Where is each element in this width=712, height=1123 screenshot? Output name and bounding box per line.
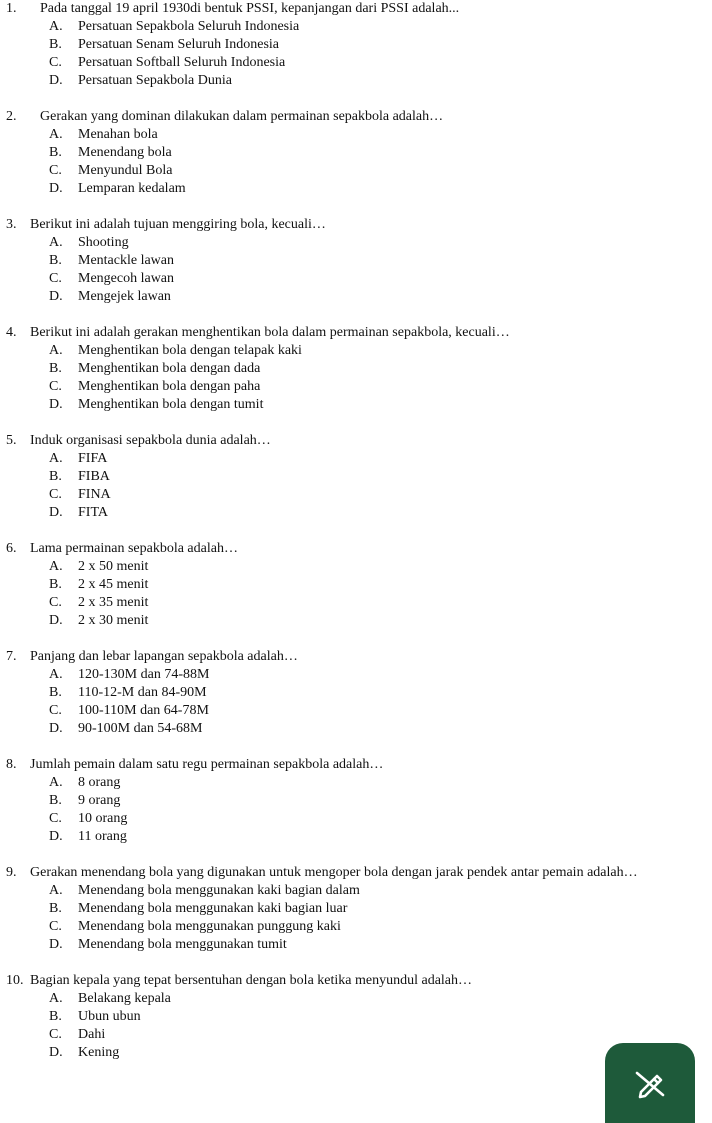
option-text: FIBA	[78, 469, 110, 484]
option-text: Ubun ubun	[78, 1009, 141, 1024]
question-9	[0, 864, 712, 954]
option-d[interactable]	[0, 396, 712, 414]
option-text: Menendang bola menggunakan tumit	[78, 937, 287, 952]
question-stem	[0, 108, 712, 126]
option-letter: C.	[49, 811, 62, 826]
option-letter: D.	[49, 181, 63, 196]
option-letter: B.	[49, 685, 62, 700]
option-letter: C.	[49, 271, 62, 286]
option-text: Menyundul Bola	[78, 163, 173, 178]
option-text: 9 orang	[78, 793, 121, 808]
option-text: Dahi	[78, 1027, 106, 1042]
question-number: 2.	[6, 109, 17, 124]
option-a[interactable]	[0, 18, 712, 36]
option-letter: D.	[49, 721, 63, 736]
option-c[interactable]	[0, 918, 712, 936]
option-d[interactable]	[0, 828, 712, 846]
option-letter: A.	[49, 451, 63, 466]
option-letter: C.	[49, 379, 62, 394]
option-b[interactable]	[0, 576, 712, 594]
question-5	[0, 432, 712, 522]
question-1	[0, 0, 712, 90]
question-number: 1.	[6, 1, 17, 16]
question-8	[0, 756, 712, 846]
option-list	[0, 450, 712, 522]
option-list	[0, 882, 712, 954]
option-b[interactable]	[0, 1008, 712, 1026]
option-c[interactable]	[0, 378, 712, 396]
option-text: Persatuan Sepakbola Dunia	[78, 73, 232, 88]
option-d[interactable]	[0, 180, 712, 198]
option-text: Menghentikan bola dengan paha	[78, 379, 261, 394]
option-letter: A.	[49, 343, 63, 358]
question-2	[0, 108, 712, 198]
option-letter: C.	[49, 163, 62, 178]
option-letter: D.	[49, 1045, 63, 1060]
option-letter: B.	[49, 793, 62, 808]
option-a[interactable]	[0, 774, 712, 792]
option-text: Mengejek lawan	[78, 289, 171, 304]
question-stem	[0, 0, 712, 18]
option-text: FITA	[78, 505, 108, 520]
question-stem	[0, 864, 712, 882]
option-a[interactable]	[0, 234, 712, 252]
question-7	[0, 648, 712, 738]
option-a[interactable]	[0, 666, 712, 684]
question-stem	[0, 216, 712, 234]
option-text: Mengecoh lawan	[78, 271, 175, 286]
option-text: Menendang bola menggunakan punggung kaki	[78, 919, 341, 934]
option-letter: C.	[49, 595, 62, 610]
option-b[interactable]	[0, 252, 712, 270]
option-letter: A.	[49, 559, 63, 574]
question-number: 3.	[6, 217, 17, 232]
pencil-slash-icon	[632, 1065, 668, 1101]
option-text: 90-100M dan 54-68M	[78, 721, 203, 736]
option-letter: B.	[49, 901, 62, 916]
option-c[interactable]	[0, 54, 712, 72]
option-text: Persatuan Softball Seluruh Indonesia	[78, 55, 286, 70]
option-c[interactable]	[0, 594, 712, 612]
option-d[interactable]	[0, 72, 712, 90]
option-text: Lemparan kedalam	[78, 181, 186, 196]
option-letter: A.	[49, 991, 63, 1006]
option-text: 110-12-M dan 84-90M	[78, 685, 207, 700]
question-number: 4.	[6, 325, 17, 340]
option-d[interactable]	[0, 936, 712, 954]
option-letter: A.	[49, 127, 63, 142]
question-text: Jumlah pemain dalam satu regu permainan sepakbola adalah…	[30, 757, 384, 772]
question-10	[0, 972, 712, 1062]
option-text: FIFA	[78, 451, 108, 466]
option-b[interactable]	[0, 360, 712, 378]
question-number: 9.	[6, 865, 17, 880]
option-text: 2 x 35 menit	[78, 595, 149, 610]
question-text: Lama permainan sepakbola adalah…	[30, 541, 238, 556]
question-text: Berikut ini adalah gerakan menghentikan bola dalam permainan sepakbola, kecuali…	[30, 325, 510, 340]
option-c[interactable]	[0, 486, 712, 504]
option-text: Shooting	[78, 235, 129, 250]
option-text: Persatuan Sepakbola Seluruh Indonesia	[78, 19, 300, 34]
option-text: Menghentikan bola dengan telapak kaki	[78, 343, 302, 358]
option-letter: D.	[49, 289, 63, 304]
option-a[interactable]	[0, 450, 712, 468]
option-letter: D.	[49, 937, 63, 952]
option-text: 10 orang	[78, 811, 128, 826]
option-a[interactable]	[0, 882, 712, 900]
option-list	[0, 990, 712, 1062]
option-letter: C.	[49, 703, 62, 718]
option-letter: B.	[49, 37, 62, 52]
option-text: Persatuan Senam Seluruh Indonesia	[78, 37, 280, 52]
option-text: 2 x 45 menit	[78, 577, 149, 592]
question-3	[0, 216, 712, 306]
question-stem	[0, 324, 712, 342]
question-text: Gerakan yang dominan dilakukan dalam permainan sepakbola adalah…	[40, 109, 444, 124]
option-b[interactable]	[0, 792, 712, 810]
option-letter: B.	[49, 253, 62, 268]
option-d[interactable]	[0, 288, 712, 306]
option-list	[0, 558, 712, 630]
option-text: Mentackle lawan	[78, 253, 175, 268]
option-d[interactable]	[0, 612, 712, 630]
option-letter: C.	[49, 919, 62, 934]
option-b[interactable]	[0, 684, 712, 702]
question-text: Bagian kepala yang tepat bersentuhan dengan bola ketika menyundul adalah…	[30, 973, 473, 988]
option-text: 100-110M dan 64-78M	[78, 703, 209, 718]
option-letter: A.	[49, 667, 63, 682]
option-text: FINA	[78, 487, 111, 502]
option-c[interactable]	[0, 1026, 712, 1044]
option-text: Menendang bola menggunakan kaki bagian dalam	[78, 883, 360, 898]
question-stem	[0, 432, 712, 450]
question-text: Berikut ini adalah tujuan menggiring bola, kecuali…	[30, 217, 326, 232]
option-c[interactable]	[0, 162, 712, 180]
option-text: Menghentikan bola dengan dada	[78, 361, 261, 376]
option-list	[0, 18, 712, 90]
option-c[interactable]	[0, 810, 712, 828]
option-letter: B.	[49, 361, 62, 376]
question-number: 6.	[6, 541, 17, 556]
option-a[interactable]	[0, 342, 712, 360]
option-letter: D.	[49, 829, 63, 844]
question-4	[0, 324, 712, 414]
option-c[interactable]	[0, 270, 712, 288]
option-b[interactable]	[0, 144, 712, 162]
option-text: 11 orang	[78, 829, 127, 844]
question-stem	[0, 972, 712, 990]
question-number: 8.	[6, 757, 17, 772]
question-number: 10.	[6, 973, 24, 988]
edit-fab-button[interactable]	[605, 1043, 695, 1123]
option-list	[0, 774, 712, 846]
question-number: 7.	[6, 649, 17, 664]
option-text: Menendang bola	[78, 145, 172, 160]
option-letter: D.	[49, 613, 63, 628]
option-text: 8 orang	[78, 775, 121, 790]
option-text: Menghentikan bola dengan tumit	[78, 397, 264, 412]
option-d[interactable]	[0, 504, 712, 522]
option-letter: D.	[49, 73, 63, 88]
option-letter: B.	[49, 145, 62, 160]
question-stem	[0, 756, 712, 774]
option-letter: D.	[49, 505, 63, 520]
option-b[interactable]	[0, 468, 712, 486]
option-letter: B.	[49, 1009, 62, 1024]
option-letter: A.	[49, 19, 63, 34]
option-letter: C.	[49, 1027, 62, 1042]
question-text: Gerakan menendang bola yang digunakan untuk mengoper bola dengan jarak pendek antar pemain adalah…	[30, 865, 638, 880]
question-stem	[0, 540, 712, 558]
question-number: 5.	[6, 433, 17, 448]
option-letter: A.	[49, 235, 63, 250]
option-letter: B.	[49, 577, 62, 592]
question-text: Induk organisasi sepakbola dunia adalah…	[30, 433, 271, 448]
option-b[interactable]	[0, 36, 712, 54]
question-text: Pada tanggal 19 april 1930di bentuk PSSI, kepanjangan dari PSSI adalah...	[40, 1, 460, 16]
option-list	[0, 666, 712, 738]
option-a[interactable]	[0, 990, 712, 1008]
option-text: Belakang kepala	[78, 991, 171, 1006]
option-letter: C.	[49, 487, 62, 502]
option-letter: C.	[49, 55, 62, 70]
question-stem	[0, 648, 712, 666]
option-d[interactable]	[0, 720, 712, 738]
option-letter: A.	[49, 775, 63, 790]
option-letter: D.	[49, 397, 63, 412]
option-list	[0, 342, 712, 414]
option-text: 120-130M dan 74-88M	[78, 667, 210, 682]
option-text: 2 x 30 menit	[78, 613, 149, 628]
option-letter: A.	[49, 883, 63, 898]
option-text: 2 x 50 menit	[78, 559, 149, 574]
option-text: Kening	[78, 1045, 120, 1060]
option-a[interactable]	[0, 558, 712, 576]
option-c[interactable]	[0, 702, 712, 720]
option-text: Menahan bola	[78, 127, 158, 142]
option-list	[0, 234, 712, 306]
option-text: Menendang bola menggunakan kaki bagian luar	[78, 901, 348, 916]
option-a[interactable]	[0, 126, 712, 144]
option-list	[0, 126, 712, 198]
question-6	[0, 540, 712, 630]
option-letter: B.	[49, 469, 62, 484]
option-b[interactable]	[0, 900, 712, 918]
question-text: Panjang dan lebar lapangan sepakbola adalah…	[30, 649, 298, 664]
